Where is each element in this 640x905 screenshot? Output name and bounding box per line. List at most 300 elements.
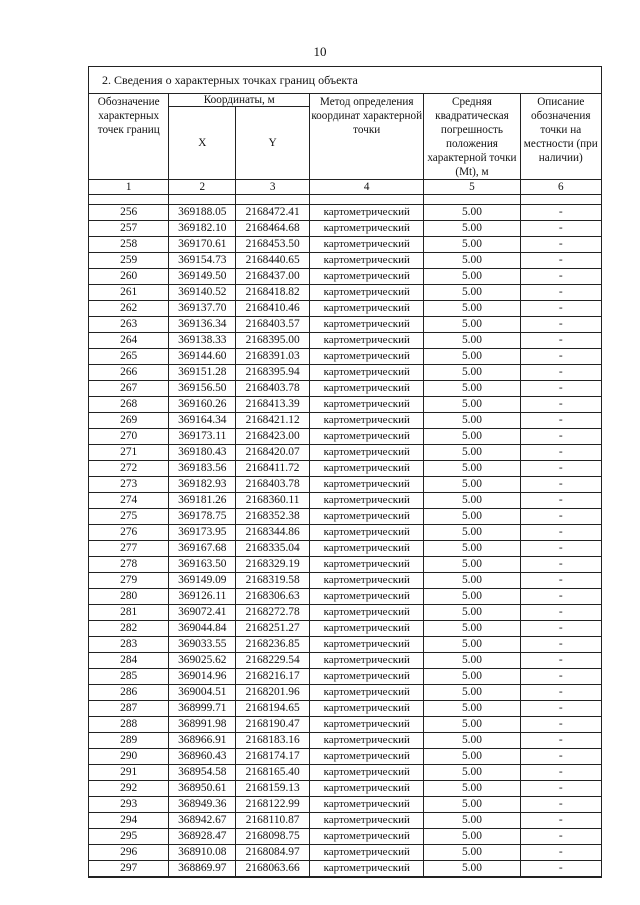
- table-row: [89, 205, 601, 221]
- description-cell: -: [520, 365, 601, 381]
- header-coordinates: Координаты, м: [169, 94, 310, 107]
- x-coordinate-cell: 369156.50: [169, 381, 236, 397]
- x-coordinate-cell: 368966.91: [169, 733, 236, 749]
- y-coordinate-cell: 2168251.27: [236, 621, 310, 637]
- y-coordinate-cell: 2168395.00: [236, 333, 310, 349]
- method-cell: картометрический: [310, 237, 424, 253]
- method-cell: картометрический: [310, 269, 424, 285]
- y-coordinate-cell: 2168174.17: [236, 749, 310, 765]
- column-number: 2: [169, 180, 236, 195]
- method-cell: картометрический: [310, 749, 424, 765]
- y-coordinate-cell: 2168464.68: [236, 221, 310, 237]
- description-cell: -: [520, 637, 601, 653]
- method-cell: картометрический: [310, 397, 424, 413]
- description-cell: -: [520, 717, 601, 733]
- error-cell: 5.00: [424, 861, 520, 877]
- table-row: [89, 397, 601, 413]
- table-row: [89, 381, 601, 397]
- method-cell: картометрический: [310, 493, 424, 509]
- x-coordinate-cell: 369173.11: [169, 429, 236, 445]
- x-coordinate-cell: 369137.70: [169, 301, 236, 317]
- x-coordinate-cell: 369140.52: [169, 285, 236, 301]
- error-cell: 5.00: [424, 813, 520, 829]
- description-cell: -: [520, 573, 601, 589]
- table-row: [89, 829, 601, 845]
- column-number: 3: [236, 180, 310, 195]
- point-id-cell: 264: [89, 333, 169, 349]
- description-cell: -: [520, 781, 601, 797]
- description-cell: -: [520, 621, 601, 637]
- point-id-cell: 284: [89, 653, 169, 669]
- y-coordinate-cell: 2168098.75: [236, 829, 310, 845]
- point-id-cell: 282: [89, 621, 169, 637]
- method-cell: картометрический: [310, 781, 424, 797]
- table-row: [89, 493, 601, 509]
- x-coordinate-cell: 369182.93: [169, 477, 236, 493]
- table-row: [89, 301, 601, 317]
- table-row: [89, 541, 601, 557]
- y-coordinate-cell: 2168423.00: [236, 429, 310, 445]
- y-coordinate-cell: 2168216.17: [236, 669, 310, 685]
- method-cell: картометрический: [310, 701, 424, 717]
- error-cell: 5.00: [424, 573, 520, 589]
- point-id-cell: 287: [89, 701, 169, 717]
- x-coordinate-cell: 369160.26: [169, 397, 236, 413]
- y-coordinate-cell: 2168335.04: [236, 541, 310, 557]
- point-id-cell: 272: [89, 461, 169, 477]
- point-id-cell: 269: [89, 413, 169, 429]
- point-id-cell: 268: [89, 397, 169, 413]
- point-id-cell: 267: [89, 381, 169, 397]
- y-coordinate-cell: 2168084.97: [236, 845, 310, 861]
- x-coordinate-cell: 369183.56: [169, 461, 236, 477]
- table-row: [89, 749, 601, 765]
- error-cell: 5.00: [424, 493, 520, 509]
- description-cell: -: [520, 653, 601, 669]
- description-cell: -: [520, 205, 601, 221]
- description-cell: -: [520, 541, 601, 557]
- point-id-cell: 266: [89, 365, 169, 381]
- description-cell: -: [520, 317, 601, 333]
- description-cell: -: [520, 509, 601, 525]
- point-id-cell: 291: [89, 765, 169, 781]
- y-coordinate-cell: 2168110.87: [236, 813, 310, 829]
- method-cell: картометрический: [310, 349, 424, 365]
- x-coordinate-cell: 369164.34: [169, 413, 236, 429]
- method-cell: картометрический: [310, 573, 424, 589]
- column-numbers-row: [89, 180, 601, 195]
- y-coordinate-cell: 2168329.19: [236, 557, 310, 573]
- y-coordinate-cell: 2168306.63: [236, 589, 310, 605]
- table-row: [89, 797, 601, 813]
- x-coordinate-cell: 369004.51: [169, 685, 236, 701]
- y-coordinate-cell: 2168352.38: [236, 509, 310, 525]
- description-cell: -: [520, 397, 601, 413]
- x-coordinate-cell: 369033.55: [169, 637, 236, 653]
- y-coordinate-cell: 2168403.78: [236, 381, 310, 397]
- error-cell: 5.00: [424, 397, 520, 413]
- x-coordinate-cell: 368949.36: [169, 797, 236, 813]
- description-cell: -: [520, 413, 601, 429]
- error-cell: 5.00: [424, 653, 520, 669]
- method-cell: картометрический: [310, 733, 424, 749]
- description-cell: -: [520, 221, 601, 237]
- x-coordinate-cell: 369014.96: [169, 669, 236, 685]
- description-cell: -: [520, 493, 601, 509]
- description-cell: -: [520, 381, 601, 397]
- table-row: [89, 477, 601, 493]
- description-cell: -: [520, 797, 601, 813]
- method-cell: картометрический: [310, 525, 424, 541]
- y-coordinate-cell: 2168190.47: [236, 717, 310, 733]
- method-cell: картометрический: [310, 557, 424, 573]
- table-row: [89, 621, 601, 637]
- method-cell: картометрический: [310, 477, 424, 493]
- x-coordinate-cell: 368928.47: [169, 829, 236, 845]
- point-id-cell: 280: [89, 589, 169, 605]
- error-cell: 5.00: [424, 461, 520, 477]
- point-id-cell: 275: [89, 509, 169, 525]
- x-coordinate-cell: 369151.28: [169, 365, 236, 381]
- point-id-cell: 279: [89, 573, 169, 589]
- method-cell: картометрический: [310, 813, 424, 829]
- method-cell: картометрический: [310, 845, 424, 861]
- y-coordinate-cell: 2168410.46: [236, 301, 310, 317]
- x-coordinate-cell: 369149.50: [169, 269, 236, 285]
- table-row: [89, 237, 601, 253]
- y-coordinate-cell: 2168403.57: [236, 317, 310, 333]
- x-coordinate-cell: 369167.68: [169, 541, 236, 557]
- point-id-cell: 294: [89, 813, 169, 829]
- table-row: [89, 509, 601, 525]
- y-coordinate-cell: 2168319.58: [236, 573, 310, 589]
- point-id-cell: 288: [89, 717, 169, 733]
- x-coordinate-cell: 369154.73: [169, 253, 236, 269]
- method-cell: картометрический: [310, 413, 424, 429]
- table-row: [89, 669, 601, 685]
- point-id-cell: 273: [89, 477, 169, 493]
- point-id-cell: 278: [89, 557, 169, 573]
- y-coordinate-cell: 2168063.66: [236, 861, 310, 877]
- method-cell: картометрический: [310, 717, 424, 733]
- y-coordinate-cell: 2168201.96: [236, 685, 310, 701]
- column-number: 4: [310, 180, 424, 195]
- table-row: [89, 733, 601, 749]
- description-cell: -: [520, 733, 601, 749]
- y-coordinate-cell: 2168159.13: [236, 781, 310, 797]
- y-coordinate-cell: 2168360.11: [236, 493, 310, 509]
- table-row: [89, 717, 601, 733]
- method-cell: картометрический: [310, 685, 424, 701]
- y-coordinate-cell: 2168272.78: [236, 605, 310, 621]
- error-cell: 5.00: [424, 205, 520, 221]
- y-coordinate-cell: 2168344.86: [236, 525, 310, 541]
- method-cell: картометрический: [310, 861, 424, 877]
- description-cell: -: [520, 669, 601, 685]
- description-cell: -: [520, 685, 601, 701]
- y-coordinate-cell: 2168229.54: [236, 653, 310, 669]
- x-coordinate-cell: 368942.67: [169, 813, 236, 829]
- x-coordinate-cell: 369072.41: [169, 605, 236, 621]
- method-cell: картометрический: [310, 797, 424, 813]
- column-number: 1: [89, 180, 169, 195]
- table-row: [89, 365, 601, 381]
- error-cell: 5.00: [424, 349, 520, 365]
- header-method: Метод определения координат характерной точки: [310, 94, 424, 180]
- x-coordinate-cell: 369149.09: [169, 573, 236, 589]
- y-coordinate-cell: 2168411.72: [236, 461, 310, 477]
- description-cell: -: [520, 813, 601, 829]
- header-error: Средняя квадратическая погрешность положения характерной точки (Mt), м: [424, 94, 520, 180]
- method-cell: картометрический: [310, 317, 424, 333]
- table-row: [89, 221, 601, 237]
- description-cell: -: [520, 285, 601, 301]
- description-cell: -: [520, 349, 601, 365]
- x-coordinate-cell: 369173.95: [169, 525, 236, 541]
- description-cell: -: [520, 749, 601, 765]
- error-cell: 5.00: [424, 445, 520, 461]
- point-id-cell: 262: [89, 301, 169, 317]
- table-header: [89, 94, 601, 205]
- boundary-points-table: [89, 94, 601, 877]
- error-cell: 5.00: [424, 717, 520, 733]
- error-cell: 5.00: [424, 541, 520, 557]
- table-row: [89, 269, 601, 285]
- point-id-cell: 286: [89, 685, 169, 701]
- method-cell: картометрический: [310, 285, 424, 301]
- point-id-cell: 296: [89, 845, 169, 861]
- page-number: 10: [313, 44, 327, 59]
- table-row: [89, 333, 601, 349]
- description-cell: -: [520, 429, 601, 445]
- table-row: [89, 701, 601, 717]
- header-spacer-row: [89, 195, 601, 205]
- table-row: [89, 685, 601, 701]
- table-row: [89, 349, 601, 365]
- point-id-cell: 295: [89, 829, 169, 845]
- table-row: [89, 589, 601, 605]
- error-cell: 5.00: [424, 605, 520, 621]
- table-row: [89, 813, 601, 829]
- error-cell: 5.00: [424, 797, 520, 813]
- error-cell: 5.00: [424, 701, 520, 717]
- point-id-cell: 274: [89, 493, 169, 509]
- error-cell: 5.00: [424, 269, 520, 285]
- error-cell: 5.00: [424, 781, 520, 797]
- x-coordinate-cell: 368869.97: [169, 861, 236, 877]
- table-row: [89, 525, 601, 541]
- point-id-cell: 289: [89, 733, 169, 749]
- error-cell: 5.00: [424, 221, 520, 237]
- x-coordinate-cell: 369178.75: [169, 509, 236, 525]
- y-coordinate-cell: 2168421.12: [236, 413, 310, 429]
- section-title: 2. Сведения о характерных точках границ объекта: [89, 67, 601, 94]
- description-cell: -: [520, 829, 601, 845]
- x-coordinate-cell: 369144.60: [169, 349, 236, 365]
- point-id-cell: 259: [89, 253, 169, 269]
- error-cell: 5.00: [424, 637, 520, 653]
- method-cell: картометрический: [310, 381, 424, 397]
- table-row: [89, 317, 601, 333]
- error-cell: 5.00: [424, 749, 520, 765]
- description-cell: -: [520, 557, 601, 573]
- method-cell: картометрический: [310, 205, 424, 221]
- error-cell: 5.00: [424, 509, 520, 525]
- table-row: [89, 605, 601, 621]
- x-coordinate-cell: 368999.71: [169, 701, 236, 717]
- point-id-cell: 261: [89, 285, 169, 301]
- table-row: [89, 861, 601, 877]
- description-cell: -: [520, 845, 601, 861]
- point-id-cell: 285: [89, 669, 169, 685]
- error-cell: 5.00: [424, 317, 520, 333]
- error-cell: 5.00: [424, 733, 520, 749]
- x-coordinate-cell: 369180.43: [169, 445, 236, 461]
- x-coordinate-cell: 369025.62: [169, 653, 236, 669]
- error-cell: 5.00: [424, 845, 520, 861]
- method-cell: картометрический: [310, 637, 424, 653]
- method-cell: картометрический: [310, 333, 424, 349]
- error-cell: 5.00: [424, 765, 520, 781]
- error-cell: 5.00: [424, 429, 520, 445]
- error-cell: 5.00: [424, 253, 520, 269]
- method-cell: картометрический: [310, 509, 424, 525]
- y-coordinate-cell: 2168440.65: [236, 253, 310, 269]
- x-coordinate-cell: 369188.05: [169, 205, 236, 221]
- error-cell: 5.00: [424, 557, 520, 573]
- method-cell: картометрический: [310, 429, 424, 445]
- method-cell: картометрический: [310, 621, 424, 637]
- description-cell: -: [520, 445, 601, 461]
- x-coordinate-cell: 369136.34: [169, 317, 236, 333]
- error-cell: 5.00: [424, 685, 520, 701]
- table-row: [89, 413, 601, 429]
- point-id-cell: 277: [89, 541, 169, 557]
- header-x: X: [169, 107, 236, 180]
- error-cell: 5.00: [424, 333, 520, 349]
- point-id-cell: 290: [89, 749, 169, 765]
- table-row: [89, 445, 601, 461]
- table-row: [89, 765, 601, 781]
- boundary-points-section: [88, 66, 602, 878]
- y-coordinate-cell: 2168122.99: [236, 797, 310, 813]
- method-cell: картометрический: [310, 589, 424, 605]
- point-id-cell: 276: [89, 525, 169, 541]
- table-row: [89, 781, 601, 797]
- point-id-cell: 263: [89, 317, 169, 333]
- table-row: [89, 557, 601, 573]
- y-coordinate-cell: 2168165.40: [236, 765, 310, 781]
- table-row: [89, 429, 601, 445]
- description-cell: -: [520, 461, 601, 477]
- y-coordinate-cell: 2168418.82: [236, 285, 310, 301]
- table-row: [89, 845, 601, 861]
- x-coordinate-cell: 369044.84: [169, 621, 236, 637]
- description-cell: -: [520, 525, 601, 541]
- description-cell: -: [520, 605, 601, 621]
- y-coordinate-cell: 2168236.85: [236, 637, 310, 653]
- x-coordinate-cell: 368991.98: [169, 717, 236, 733]
- method-cell: картометрический: [310, 541, 424, 557]
- y-coordinate-cell: 2168472.41: [236, 205, 310, 221]
- x-coordinate-cell: 369126.11: [169, 589, 236, 605]
- point-id-cell: 293: [89, 797, 169, 813]
- method-cell: картометрический: [310, 365, 424, 381]
- y-coordinate-cell: 2168420.07: [236, 445, 310, 461]
- method-cell: картометрический: [310, 669, 424, 685]
- description-cell: -: [520, 477, 601, 493]
- point-id-cell: 258: [89, 237, 169, 253]
- description-cell: -: [520, 765, 601, 781]
- error-cell: 5.00: [424, 285, 520, 301]
- table-row: [89, 285, 601, 301]
- column-number: 6: [520, 180, 601, 195]
- point-id-cell: 283: [89, 637, 169, 653]
- error-cell: 5.00: [424, 365, 520, 381]
- error-cell: 5.00: [424, 301, 520, 317]
- x-coordinate-cell: 368910.08: [169, 845, 236, 861]
- column-number: 5: [424, 180, 520, 195]
- y-coordinate-cell: 2168413.39: [236, 397, 310, 413]
- method-cell: картометрический: [310, 221, 424, 237]
- y-coordinate-cell: 2168403.78: [236, 477, 310, 493]
- error-cell: 5.00: [424, 525, 520, 541]
- method-cell: картометрический: [310, 301, 424, 317]
- y-coordinate-cell: 2168194.65: [236, 701, 310, 717]
- table-body: [89, 205, 601, 877]
- point-id-cell: 281: [89, 605, 169, 621]
- error-cell: 5.00: [424, 381, 520, 397]
- description-cell: -: [520, 589, 601, 605]
- header-y: Y: [236, 107, 310, 180]
- description-cell: -: [520, 861, 601, 877]
- description-cell: -: [520, 301, 601, 317]
- table-row: [89, 253, 601, 269]
- method-cell: картометрический: [310, 765, 424, 781]
- y-coordinate-cell: 2168391.03: [236, 349, 310, 365]
- y-coordinate-cell: 2168437.00: [236, 269, 310, 285]
- x-coordinate-cell: 369170.61: [169, 237, 236, 253]
- point-id-cell: 297: [89, 861, 169, 877]
- error-cell: 5.00: [424, 589, 520, 605]
- x-coordinate-cell: 369138.33: [169, 333, 236, 349]
- error-cell: 5.00: [424, 829, 520, 845]
- table-row: [89, 653, 601, 669]
- x-coordinate-cell: 368960.43: [169, 749, 236, 765]
- error-cell: 5.00: [424, 669, 520, 685]
- method-cell: картометрический: [310, 461, 424, 477]
- table-row: [89, 573, 601, 589]
- point-id-cell: 265: [89, 349, 169, 365]
- point-id-cell: 257: [89, 221, 169, 237]
- x-coordinate-cell: 369182.10: [169, 221, 236, 237]
- x-coordinate-cell: 368954.58: [169, 765, 236, 781]
- point-id-cell: 271: [89, 445, 169, 461]
- y-coordinate-cell: 2168453.50: [236, 237, 310, 253]
- method-cell: картометрический: [310, 653, 424, 669]
- header-point-id: Обозначение характерных точек границ: [89, 94, 169, 180]
- x-coordinate-cell: 369181.26: [169, 493, 236, 509]
- point-id-cell: 260: [89, 269, 169, 285]
- description-cell: -: [520, 253, 601, 269]
- y-coordinate-cell: 2168183.16: [236, 733, 310, 749]
- table-row: [89, 461, 601, 477]
- method-cell: картометрический: [310, 829, 424, 845]
- description-cell: -: [520, 333, 601, 349]
- point-id-cell: 256: [89, 205, 169, 221]
- error-cell: 5.00: [424, 413, 520, 429]
- method-cell: картометрический: [310, 253, 424, 269]
